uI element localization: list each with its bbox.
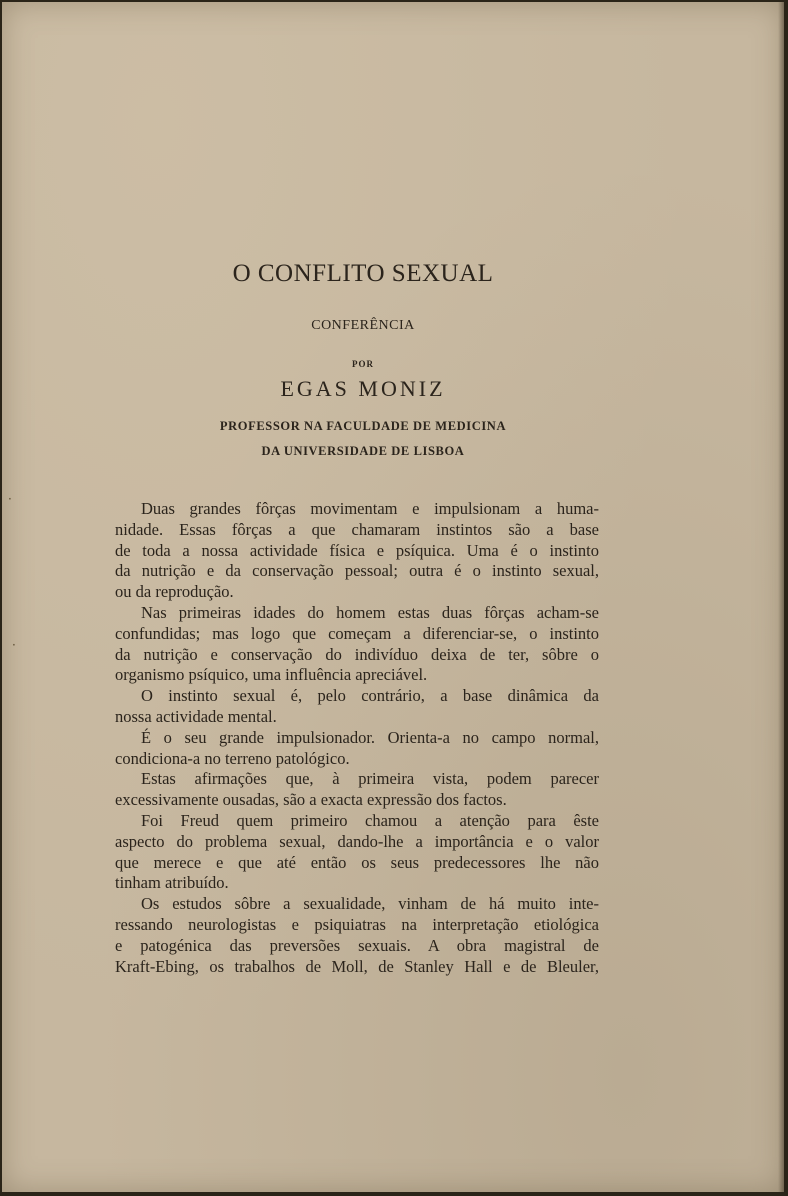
body-line: Foi Freud quem primeiro chamou a atenção para êste — [141, 810, 599, 830]
body-line: aspecto do problema sexual, dando-lhe a importância e o valor — [115, 831, 599, 851]
document-page — [2, 2, 784, 1192]
body-line: que merece e que até então os seus predecessores lhe não — [115, 852, 599, 872]
body-line: organismo psíquico, uma influência apreciável. — [115, 665, 428, 685]
margin-mark: · — [12, 638, 16, 652]
body-line: ressando neurologistas e psiquiatras na interpretação etiológica — [115, 914, 599, 934]
author-affiliation-line-2: DA UNIVERSIDADE DE LISBOA — [261, 444, 465, 458]
body-line: excessivamente ousadas, são a exacta expressão dos factos. — [115, 790, 507, 810]
body-line: da nutrição e da conservação pessoal; outra é o instinto sexual, — [115, 561, 599, 581]
body-line: É o seu grande impulsionador. Orienta-a no campo normal, — [141, 727, 599, 747]
body-line: nidade. Essas fôrças a que chamaram instintos são a base — [115, 519, 599, 539]
document-title: O CONFLITO SEXUAL — [232, 260, 494, 287]
body-line: Kraft-Ebing, os trabalhos de Moll, de Stanley Hall e de Bleuler, — [115, 956, 599, 976]
body-line: tinham atribuído. — [115, 873, 229, 893]
margin-mark: · — [8, 492, 12, 506]
body-line: Os estudos sôbre a sexualidade, vinham de há muito inte- — [141, 894, 599, 914]
by-label: POR — [352, 359, 374, 369]
body-line: nossa actividade mental. — [115, 706, 277, 726]
body-line: ou da reprodução. — [115, 582, 234, 602]
body-line: Estas afirmações que, à primeira vista, podem parecer — [141, 769, 599, 789]
author-affiliation-line-1: PROFESSOR NA FACULDADE DE MEDICINA — [219, 419, 507, 433]
author-name: EGAS MONIZ — [280, 376, 446, 401]
body-line: da nutrição e conservação do indivíduo deixa de ter, sôbre o — [115, 644, 599, 664]
body-text — [115, 499, 599, 977]
body-line: O instinto sexual é, pelo contrário, a base dinâmica da — [141, 686, 599, 706]
body-line: e patogénica das preversões sexuais. A obra magistral de — [115, 935, 599, 955]
document-subtitle: CONFERÊNCIA — [311, 318, 415, 333]
body-line: de toda a nossa actividade física e psíquica. Uma é o instinto — [115, 540, 599, 560]
page-edge-shadow — [778, 2, 784, 1192]
body-line: confundidas; mas logo que começam a diferenciar-se, o instinto — [115, 623, 599, 643]
body-line: Duas grandes fôrças movimentam e impulsionam a huma- — [141, 499, 599, 518]
body-line: Nas primeiras idades do homem estas duas fôrças acham-se — [141, 602, 599, 622]
body-line: condiciona-a no terreno patológico. — [115, 748, 350, 768]
